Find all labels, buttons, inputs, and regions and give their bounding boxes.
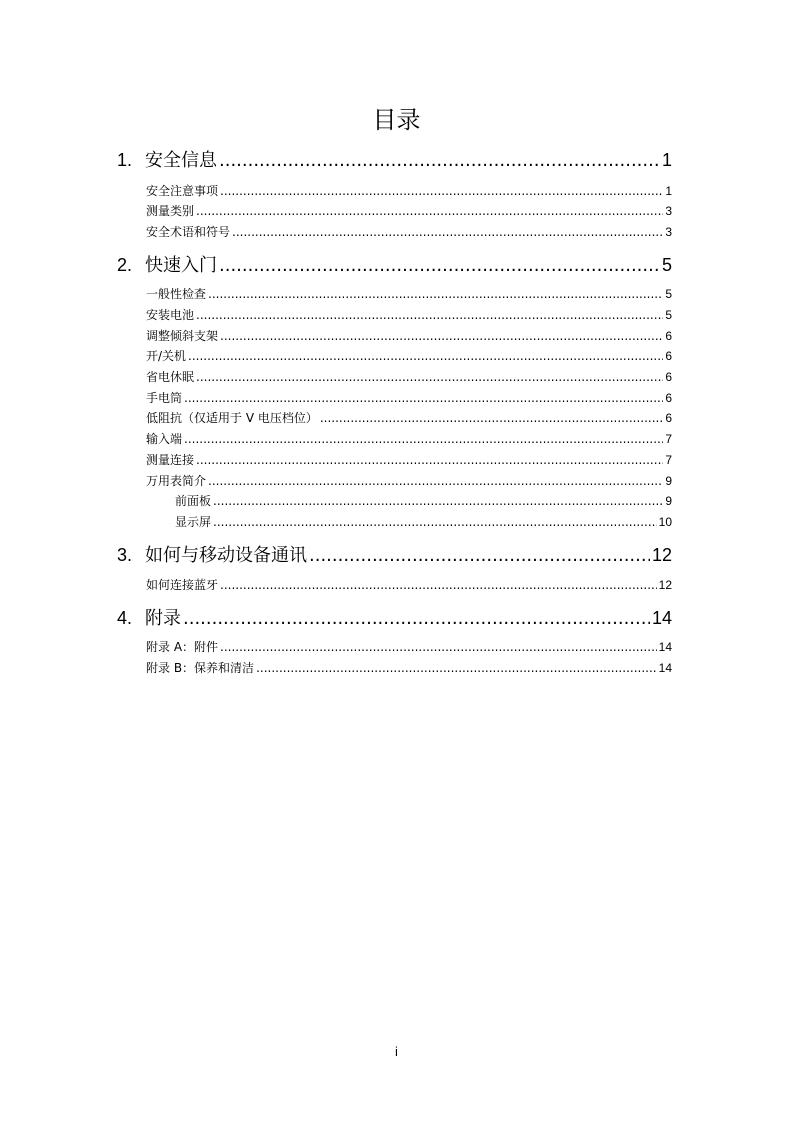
toc-entry-power-on-off[interactable] <box>146 347 672 364</box>
toc-entry-flashlight[interactable] <box>146 389 672 406</box>
toc-section-1[interactable] <box>117 146 672 172</box>
page-number: i <box>395 1044 398 1059</box>
toc-section-3[interactable] <box>117 541 672 567</box>
leader-dots <box>232 225 663 239</box>
section-page: 14 <box>651 608 672 628</box>
entry-page: 6 <box>665 370 672 384</box>
leader-dots <box>220 329 663 343</box>
entry-title: 低阻抗（仅适用于 V 电压档位） <box>146 411 318 425</box>
entry-page: 7 <box>665 453 672 467</box>
leader-dots <box>196 204 663 218</box>
toc-entry-front-panel[interactable] <box>175 492 672 509</box>
leader-dots <box>320 411 663 425</box>
entry-title: 前面板 <box>175 494 212 508</box>
section-page: 12 <box>651 545 672 565</box>
entry-page: 6 <box>665 391 672 405</box>
entry-title: 手电筒 <box>146 391 183 405</box>
entry-page: 3 <box>665 225 672 239</box>
leader-dots <box>208 287 663 301</box>
leader-dots <box>196 453 663 467</box>
leader-dots <box>196 370 663 384</box>
entry-title: 安全术语和符号 <box>146 225 231 239</box>
entry-page: 6 <box>665 411 672 425</box>
entry-title: 一般性检查 <box>146 287 207 301</box>
section-number: 2. <box>117 255 133 275</box>
leader-dots <box>183 608 650 629</box>
toc-entry-safety-terms[interactable] <box>146 223 672 240</box>
leader-dots <box>219 150 660 171</box>
entry-title: 附录 B：保养和清洁 <box>146 661 255 675</box>
toc-entry-display[interactable] <box>175 513 672 530</box>
entry-page: 6 <box>665 329 672 343</box>
toc-entry-sleep[interactable] <box>146 368 672 385</box>
toc-entry-multimeter-intro[interactable] <box>146 472 672 489</box>
section-title: 安全信息 <box>145 150 217 171</box>
section-number: 3. <box>117 545 133 565</box>
entry-page: 1 <box>665 184 672 198</box>
toc-entry-bluetooth[interactable] <box>146 576 672 593</box>
section-number: 1. <box>117 150 133 170</box>
entry-title: 如何连接蓝牙 <box>146 578 219 592</box>
entry-page: 6 <box>665 349 672 363</box>
leader-dots <box>196 308 663 322</box>
entry-page: 12 <box>658 578 672 592</box>
toc-entry-tilt-stand[interactable] <box>146 327 672 344</box>
leader-dots <box>213 494 663 508</box>
leader-dots <box>256 661 657 675</box>
entry-page: 10 <box>658 515 672 529</box>
toc-entry-general-inspection[interactable] <box>146 285 672 302</box>
entry-page: 14 <box>658 640 672 654</box>
toc-entry-install-battery[interactable] <box>146 306 672 323</box>
entry-title: 安装电池 <box>146 308 195 322</box>
leader-dots <box>213 515 657 529</box>
entry-title: 显示屏 <box>175 515 212 529</box>
entry-page: 9 <box>665 474 672 488</box>
entry-title: 附录 A：附件 <box>146 640 219 654</box>
leader-dots <box>220 578 657 592</box>
toc-section-2[interactable] <box>117 251 672 277</box>
entry-title: 安全注意事项 <box>146 184 219 198</box>
entry-title: 调整倾斜支架 <box>146 329 219 343</box>
entry-title: 测量类别 <box>146 204 195 218</box>
toc-entry-input-terminals[interactable] <box>146 430 672 447</box>
entry-title: 输入端 <box>146 432 183 446</box>
leader-dots <box>309 545 650 566</box>
leader-dots <box>219 255 660 276</box>
toc-entry-low-impedance[interactable] <box>146 409 672 426</box>
entry-page: 9 <box>665 494 672 508</box>
toc-entry-safety-precautions[interactable] <box>146 182 672 199</box>
entry-title: 测量连接 <box>146 453 195 467</box>
page-title: 目录 <box>372 106 421 134</box>
leader-dots <box>184 432 663 446</box>
section-title: 快速入门 <box>145 255 217 276</box>
leader-dots <box>208 474 663 488</box>
entry-page: 5 <box>665 308 672 322</box>
entry-title: 万用表简介 <box>146 474 207 488</box>
section-title: 如何与移动设备通讯 <box>145 545 307 566</box>
toc-section-4[interactable] <box>117 604 672 630</box>
toc-entry-appendix-a[interactable] <box>146 638 672 655</box>
section-number: 4. <box>117 608 133 628</box>
leader-dots <box>220 640 657 654</box>
entry-page: 7 <box>665 432 672 446</box>
entry-title: 开/关机 <box>146 349 187 363</box>
entry-page: 5 <box>665 287 672 301</box>
leader-dots <box>188 349 663 363</box>
toc-entry-measurement-connection[interactable] <box>146 451 672 468</box>
entry-page: 14 <box>658 661 672 675</box>
entry-page: 3 <box>665 204 672 218</box>
entry-title: 省电休眠 <box>146 370 195 384</box>
leader-dots <box>184 391 663 405</box>
section-page: 1 <box>661 150 672 170</box>
section-page: 5 <box>661 255 672 275</box>
leader-dots <box>220 184 663 198</box>
toc-entry-appendix-b[interactable] <box>146 659 672 676</box>
toc-entry-measurement-category[interactable] <box>146 202 672 219</box>
section-title: 附录 <box>145 608 181 629</box>
